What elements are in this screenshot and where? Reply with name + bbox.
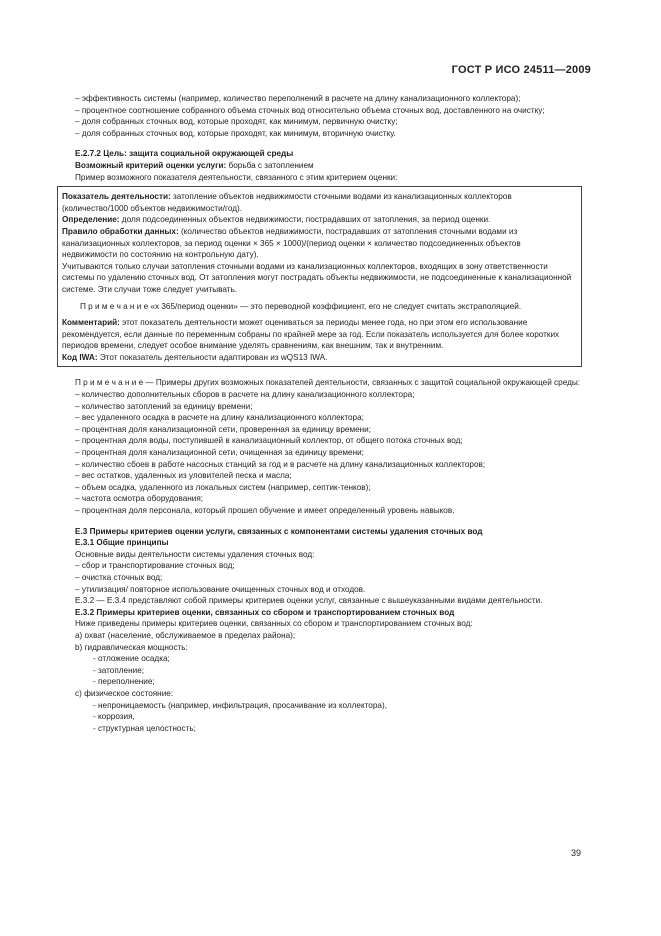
definition-paragraph: Определение: доля подсоединенных объектов недвижимости, пострадавших от затопления, за период оценки. [62, 215, 491, 225]
section-heading: Е.2.7.2 Цель: защита социальной окружающей среды [75, 149, 294, 159]
list-item: – вес удаленного осадка в расчете на длину канализационного коллектора; [75, 413, 364, 423]
subsection-heading: Е.3.2 Примеры критериев оценки, связанных со сбором и транспортированием сточных вод [75, 607, 455, 617]
page-content [57, 93, 582, 734]
list-item: – доля собранных сточных вод, которые проходят, как минимум, первичную очистку; [75, 117, 398, 127]
list-item: – сбор и транспортирование сточных вод; [75, 561, 235, 571]
list-item: c) физическое состояние: [75, 688, 174, 698]
list-item: - коррозия, [93, 712, 135, 722]
list-item: – количество дополнительных сборов в расчете на длину канализационного коллектора; [75, 390, 415, 400]
list-item: – объем осадка, удаленного из локальных систем (например, септик-тенков); [75, 482, 371, 492]
list-item: b) гидравлическая мощность: [75, 642, 188, 652]
list-item: – доля собранных сточных вод, которые проходят, как минимум, вторичную очистку. [75, 128, 396, 138]
comment-paragraph: Комментарий: этот показатель деятельности может оцениваться за периоды менее года, но при этом его использование рекомендуется, если данные по переменным собраны по крайней мере за год. Если показатель используется для более коротких периодов времени, следует особое внимание уделять сравнениям, как внешним, так и внутренним. [62, 318, 560, 351]
list-item: – процентная доля персонала, который прошел обучение и имеет определенный уровень навыков. [75, 506, 455, 515]
list-item: - отложение осадка; [93, 654, 170, 664]
note-paragraph: П р и м е ч а н и е — Примеры других возможных показателей деятельности, связанных с защитой социальной окружающей среды: [75, 378, 581, 388]
indicator-paragraph: Показатель деятельности: затопление объектов недвижимости сточными водами из канализационных коллекторов (количество/1000 объектов недвижимости/год). [62, 192, 512, 213]
list-item: - переполнение; [93, 677, 155, 687]
consider-paragraph: Учитываются только случаи затопления сточными водами из канализационных коллекторов, входящих в зону ответственности системы по удалению сточных вод. От затопления могут пострадать объекты недвижимости, не подсоединенные к канализационной системе. Эти случаи тоже следует учитывать. [62, 261, 572, 294]
list-item: - структурная целостность; [93, 723, 196, 733]
document-header: ГОСТ Р ИСО 24511—2009 [451, 64, 591, 76]
list-item: – частота осмотра оборудования; [75, 494, 204, 504]
section-heading: Е.3 Примеры критериев оценки услуги, связанных с компонентами системы удаления сточных вод [75, 526, 483, 536]
list-item: – процентная доля воды, поступившей в канализационный коллектор, от общего потока сточных вод; [75, 436, 463, 446]
paragraph: Основные виды деятельности системы удаления сточных вод: [75, 549, 315, 559]
indicator-box [57, 186, 582, 367]
example-line: Пример возможного показателя деятельности, связанного с этим критерием оценки: [75, 172, 398, 182]
note-paragraph: П р и м е ч а н и е «х 365/период оценки» — это переводной коэффициент, его не следует считать экстраполяцией. [80, 301, 522, 311]
list-item: – очистка сточных вод; [75, 572, 163, 582]
list-item: – эффективность системы (например, количество переполнений в расчете на длину канализационного коллектора); [75, 94, 521, 103]
paragraph: Ниже приведены примеры критериев оценки, связанных со сбором и транспортированием сточных вод: [75, 619, 473, 629]
list-item: - непроницаемость (например, инфильтрация, просачивание из коллектора), [93, 700, 387, 710]
paragraph: Е.3.2 — Е.3.4 представляют собой примеры критериев оценки услуг, связанные с вышеуказанными видами деятельности. [75, 596, 543, 606]
page-number: 39 [570, 848, 581, 858]
list-item: – утилизация/ повторное использование очищенных сточных вод и отходов. [75, 584, 366, 594]
list-item: – процентное соотношение собранного объема сточных вод относительно объема сточных вод, доставленного на очистку; [75, 105, 545, 115]
rule-paragraph: Правило обработки данных: (количество объектов недвижимости, пострадавших от затопления сточными водами из канализационных коллекторов, за период оценки × 365 × 1000)/(период оценки × количество подсоединенных объектов недвижимости по состоянию на контрольную дату). [62, 226, 521, 260]
list-item: - затопление; [93, 665, 145, 675]
list-item: – вес остатков, удаленных из уловителей песка и масла; [75, 471, 292, 481]
list-item: – количество сбоев в работе насосных станций за год и в расчете на длину канализационных коллекторов; [75, 459, 486, 469]
subsection-heading: Е.3.1 Общие принципы [75, 538, 169, 548]
list-item: – процентная доля канализационной сети, очищенная за единицу времени; [75, 448, 364, 458]
list-item: – процентная доля канализационной сети, проверенная за единицу времени; [75, 424, 372, 434]
list-item: – количество затоплений за единицу времени; [75, 401, 253, 411]
iwa-code-paragraph: Код IWA: Этот показатель деятельности адаптирован из wQS13 IWA. [62, 352, 328, 362]
criterion-line: Возможный критерий оценки услуги: борьба с затоплением [75, 160, 314, 170]
list-item: a) охват (население, обслуживаемое в пределах района); [75, 630, 296, 640]
